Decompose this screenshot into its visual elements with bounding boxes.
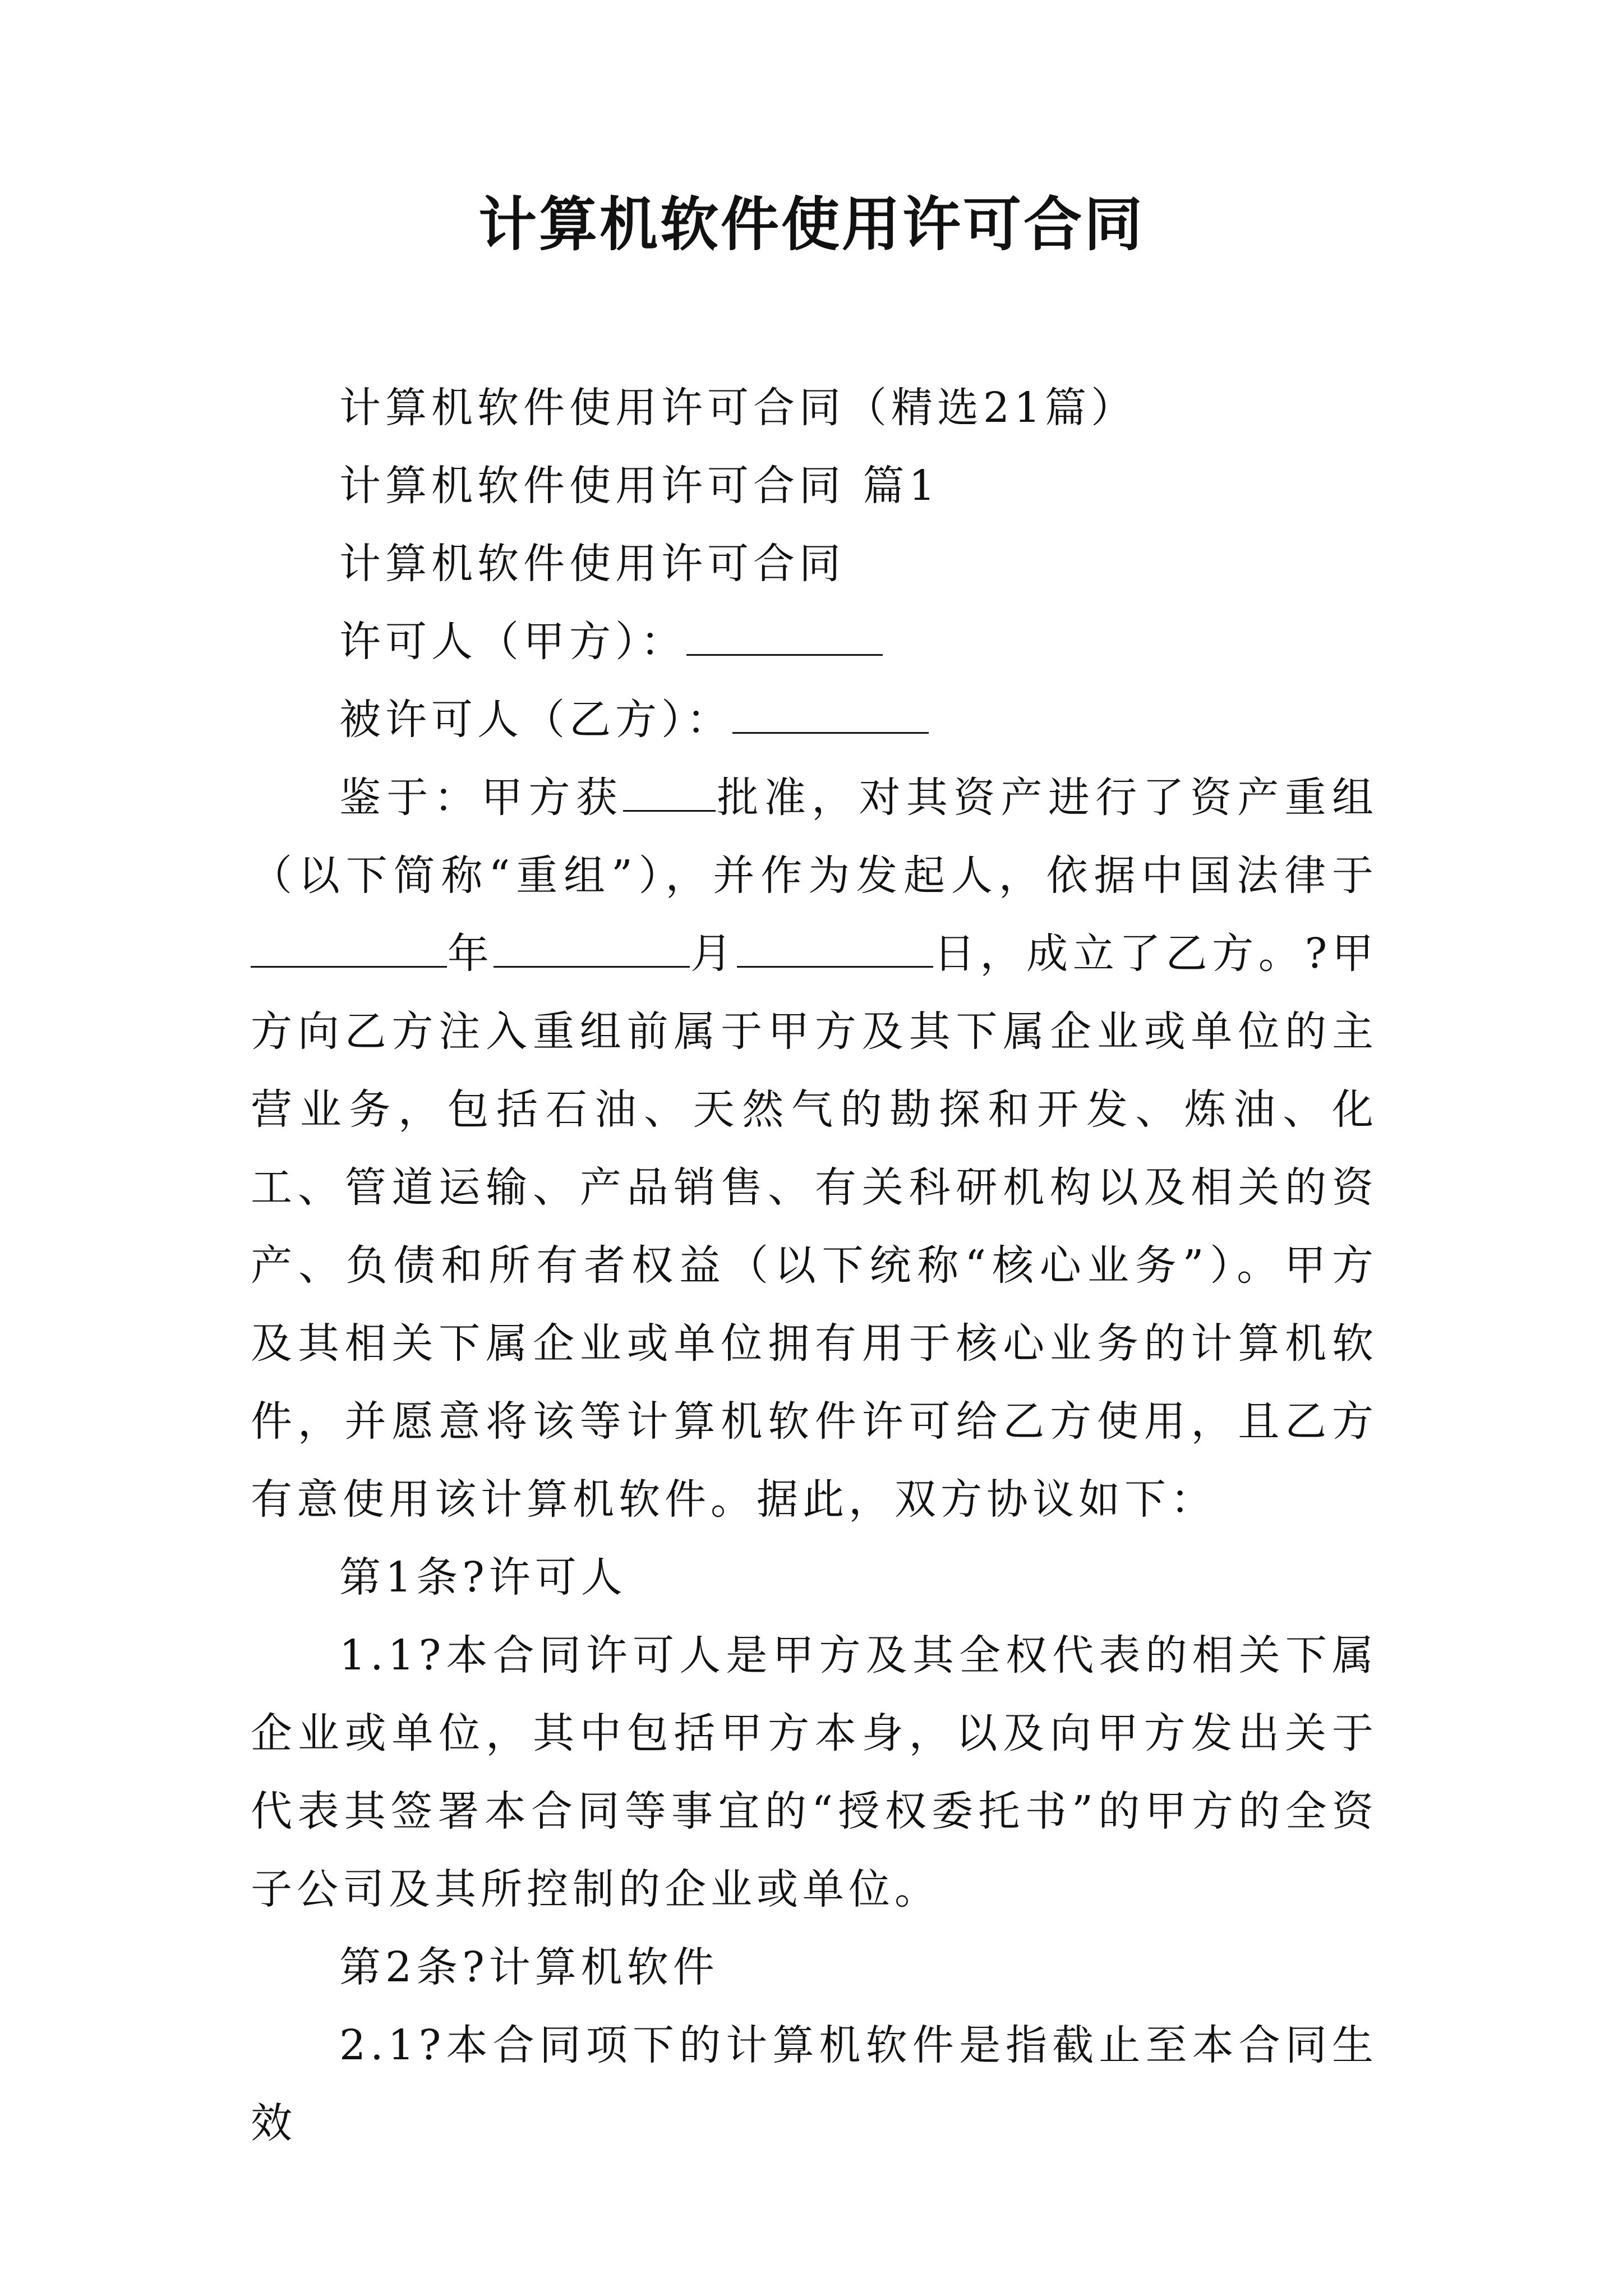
contract-name: 计算机软件使用许可合同 [339, 540, 845, 588]
whereas-part5: 日，成立了乙方。?甲方向乙方注入重组前属于甲方及其下属企业或单位的主营业务，包括石油、天然气的勘探和开发、炼油、化工、管道运输、产品销售、有关科研机构以及相关的资产、负债和所有者权益（以下统称“核心业务”）。甲方及其相关下属企业或单位拥有用于核心业务的计算机软件，并愿意将该等计算机软件许可给乙方使用，且乙方有意使用该计算机软件。据此，双方协议如下： [251, 930, 1378, 1524]
article2-heading: 第2条?计算机软件 [339, 1943, 719, 1991]
section-heading: 计算机软件使用许可合同 篇1 [339, 462, 940, 510]
whereas-part2: 批准，对其资产进行了资产重组（以下简称“重组”），并作为发起人，依据中国法律于 [251, 774, 1378, 900]
whereas-part1: 鉴于：甲方获 [339, 774, 624, 822]
licensor-line [251, 603, 1378, 681]
licensee-label: 被许可人（乙方）： [339, 696, 732, 744]
licensee-line [251, 681, 1378, 759]
subtitle: 计算机软件使用许可合同（精选21篇） [339, 384, 1137, 432]
day-blank [737, 933, 933, 968]
licensor-blank [686, 622, 883, 656]
whereas-part4: 月 [690, 930, 737, 978]
article1-heading: 第1条?许可人 [339, 1553, 627, 1602]
whereas-paragraph [251, 759, 1378, 1539]
document-title: 计算机软件使用许可合同 [478, 190, 1145, 259]
article2-clause1: 2.1?本合同项下的计算机软件是指截止至本合同生效 [251, 2021, 1378, 2147]
approval-blank [623, 777, 716, 812]
article1-clause1: 1.1?本合同许可人是甲方及其全权代表的相关下属企业或单位，其中包括甲方本身，以及向甲方发出关于代表其签署本合同等事宜的“授权委托书”的甲方的全资子公司及其所控制的企业或单位。 [251, 1631, 1378, 1913]
year-blank [251, 933, 447, 968]
whereas-part3: 年 [447, 930, 494, 978]
month-blank [494, 933, 690, 968]
document-body [251, 369, 1378, 2162]
licensee-blank [732, 700, 929, 734]
licensor-label: 许可人（甲方）： [339, 618, 686, 666]
